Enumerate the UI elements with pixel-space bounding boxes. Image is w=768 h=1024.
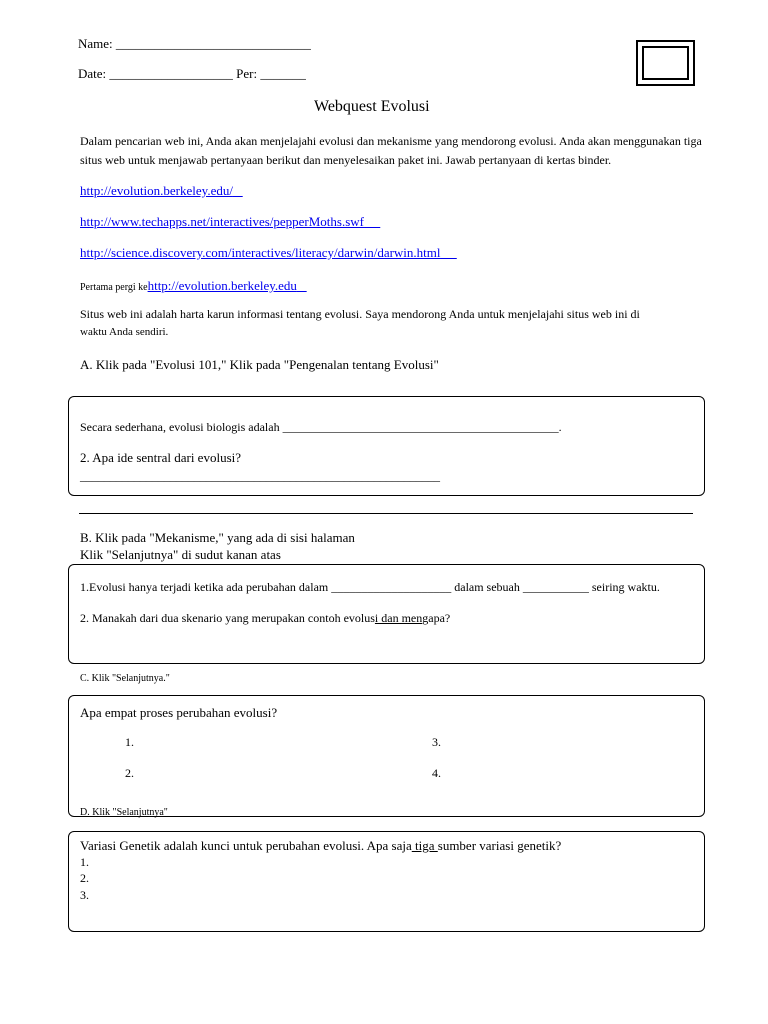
intro-line-2: situs web untuk menjawab pertanyaan berikut dan menyelesaikan paket ini. Jawab pertanyaan di kertas binder. xyxy=(80,153,612,167)
treasure-line-1: Situs web ini adalah harta karun informasi tentang evolusi. Saya mendorong Anda untuk menjelajahi situs web ini di xyxy=(80,307,640,321)
link-evolution-berkeley-2[interactable]: http://evolution.berkeley.edu xyxy=(147,278,297,293)
section-a-heading: A. Klik pada "Evolusi 101," Klik pada "Pengenalan tentang Evolusi" xyxy=(80,357,439,372)
score-box-inner xyxy=(642,46,689,80)
section-d-question: Variasi Genetik adalah kunci untuk perubahan evolusi. Apa saja tiga sumber variasi genetik? xyxy=(80,838,562,853)
link-evolution-berkeley[interactable]: http://evolution.berkeley.edu/ xyxy=(80,183,233,198)
page-title: Webquest Evolusi xyxy=(314,98,430,115)
score-box xyxy=(636,40,695,86)
section-b-heading-2: Klik "Selanjutnya" di sudut kanan atas xyxy=(80,547,281,562)
section-d-item-3: 3. xyxy=(80,888,89,902)
first-go-line xyxy=(80,277,307,295)
section-b-box xyxy=(68,564,705,664)
treasure-line-2: waktu Anda sendiri. xyxy=(80,326,169,338)
section-a-q2: 2. Apa ide sentral dari evolusi? xyxy=(80,450,242,465)
section-b-q2: 2. Manakah dari dua skenario yang merupakan contoh evolusi dan mengapa? xyxy=(80,611,451,625)
section-a-q1: Secara sederhana, evolusi biologis adalah ______________________________________________. xyxy=(80,420,562,434)
intro-line-1: Dalam pencarian web ini, Anda akan menjelajahi evolusi dan mekanisme yang mendorong evolusi. Anda akan menggunakan tiga xyxy=(80,134,702,148)
section-a-q2-blank: ____________________________________________________________ xyxy=(80,469,440,483)
section-c-question: Apa empat proses perubahan evolusi? xyxy=(80,705,278,720)
section-c-item-1: 1. xyxy=(125,735,134,749)
section-b-heading-1: B. Klik pada "Mekanisme," yang ada di sisi halaman xyxy=(80,530,355,545)
section-c-box xyxy=(68,695,705,817)
section-c-item-3: 3. xyxy=(432,735,441,749)
name-line: Name: ______________________________ xyxy=(78,36,311,51)
section-d-item-1: 1. xyxy=(80,855,89,869)
section-d-heading: D. Klik "Selanjutnya" xyxy=(80,807,168,818)
section-b-q1: 1.Evolusi hanya terjadi ketika ada perubahan dalam ____________________ dalam sebuah ___________ seiring waktu. xyxy=(80,580,660,594)
first-go-prefix: Pertama pergi ke xyxy=(80,282,148,293)
section-c-item-2: 2. xyxy=(125,766,134,780)
section-d-box xyxy=(68,831,705,932)
section-c-item-4: 4. xyxy=(432,766,441,780)
answer-rule xyxy=(79,513,693,514)
section-a-box xyxy=(68,396,705,496)
section-c-heading: C. Klik "Selanjutnya." xyxy=(80,673,170,684)
link-darwin-discovery[interactable]: http://science.discovery.com/interactives/literacy/darwin/darwin.html xyxy=(80,245,441,260)
section-d-item-2: 2. xyxy=(80,871,89,885)
date-period-line: Date: ___________________ Per: _______ xyxy=(78,66,306,81)
link-pepper-moths[interactable]: http://www.techapps.net/interactives/pepperMoths.swf xyxy=(80,214,365,229)
